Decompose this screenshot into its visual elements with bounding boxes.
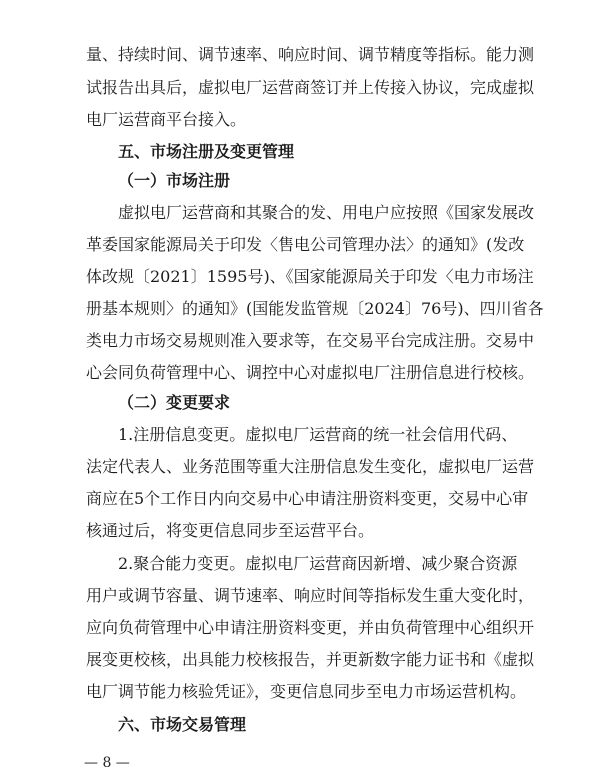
change-item-one-line-1: 1.注册信息变更。虚拟电厂运营商的统一社会信用代码、 (118, 425, 518, 444)
change-item-one-line-2: 法定代表人、业务范围等重大注册信息发生变化，虚拟电厂运营 (86, 457, 535, 476)
subsection-one-heading: （一）市场注册 (118, 171, 231, 190)
change-item-two-line-2: 用户或调节容量、调节速率、响应时间等指标发生重大变化时， (86, 586, 535, 605)
continuation-line-2: 试报告出具后，虚拟电厂运营商签订并上传接入协议，完成虚拟 (86, 78, 535, 97)
registration-line-2: 革委国家能源局关于印发〈售电公司管理办法〉的通知》(发改 (86, 235, 525, 254)
change-item-two-line-3: 应向负荷管理中心申请注册资料变更，并由负荷管理中心组织开 (86, 618, 535, 637)
change-item-two-line-1: 2.聚合能力变更。虚拟电厂运营商因新增、减少聚合资源 (118, 554, 518, 573)
registration-line-4: 册基本规则〉的通知》(国能发监管规〔2024〕76号)、四川省各 (86, 299, 544, 318)
registration-line-1: 虚拟电厂运营商和其聚合的发、用电户应按照《国家发展改 (118, 203, 535, 222)
change-item-two-line-4: 展变更校核，出具能力校核报告，并更新数字能力证书和《虚拟 (86, 650, 535, 669)
subsection-two-heading: （二）变更要求 (118, 393, 231, 412)
continuation-line-1: 量、持续时间、调节速率、响应时间、调节精度等指标。能力测 (86, 45, 535, 64)
change-item-one-line-3: 商应在5个工作日内向交易中心申请注册资料变更，交易中心审 (86, 489, 529, 508)
change-item-two-line-5: 电厂调节能力核验凭证》，变更信息同步至电力市场运营机构。 (86, 682, 527, 701)
registration-line-3: 体改规〔2021〕1595号)、《国家能源局关于印发〈电力市场注 (86, 267, 534, 286)
section-five-heading: 五、市场注册及变更管理 (118, 142, 295, 161)
registration-line-5: 类电力市场交易规则准入要求等，在交易平台完成注册。交易中 (86, 331, 535, 350)
section-six-heading: 六、市场交易管理 (118, 715, 247, 734)
change-item-one-line-4: 核通过后，将变更信息同步至运营平台。 (86, 521, 375, 540)
continuation-line-3: 电厂运营商平台接入。 (86, 110, 247, 129)
registration-line-6: 心会同负荷管理中心、调控中心对虚拟电厂注册信息进行校核。 (86, 363, 535, 382)
page-number: — 8 — (84, 755, 130, 771)
